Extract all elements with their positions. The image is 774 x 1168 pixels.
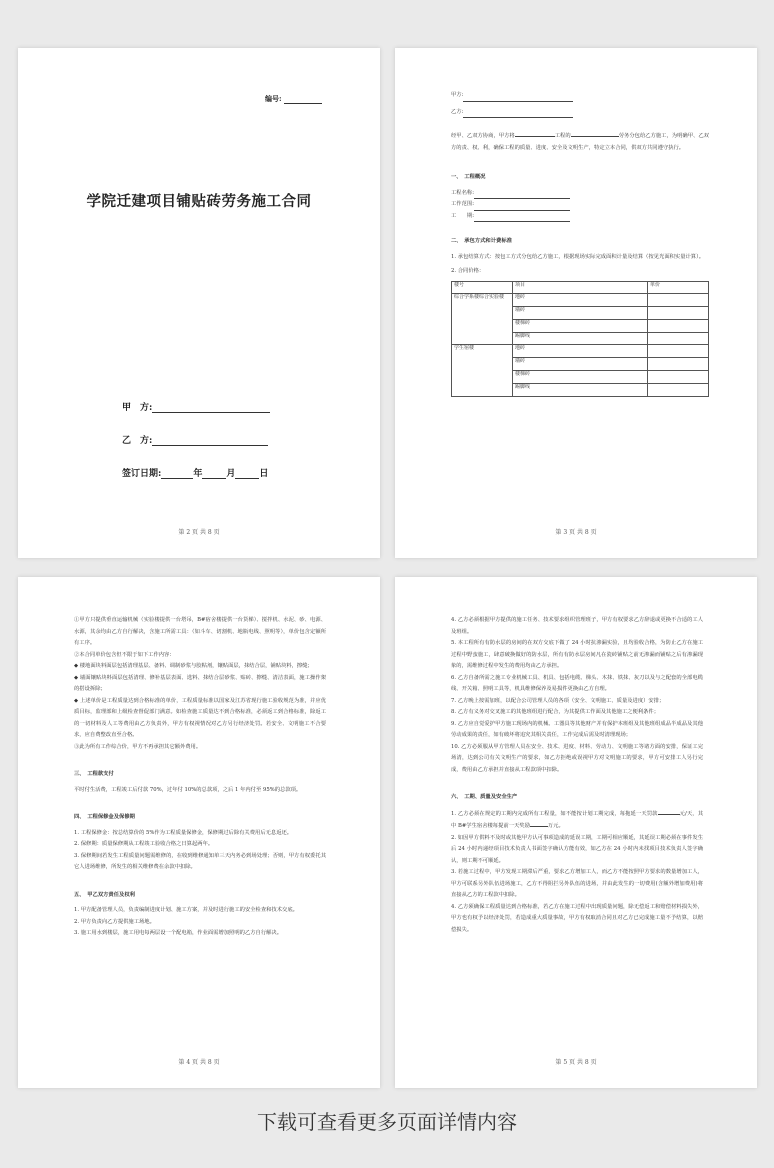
section-heading: 二、 承包方式和计费标准 [451,238,512,244]
section-heading: 五、 甲乙双方责任及权利 [74,891,135,898]
paragraph: 1. 甲方配备管理人员，负责编制进度计划、施工方案，并及时进行施工的安全检查和技术交底。 [74,907,298,913]
page-cover [18,48,380,558]
table-row: 楼梯砖 [452,319,709,332]
paragraph: ◆ 上述单价是工程质量达到合格标准的单价，工程质量标准以国家及江苏省现行施工验收规范为准，并应优质目标，监理部和上级检查督促部门满意。如检查施工质量达不到合格标准，必须返工到合格标准，除返工的一切材料及人工等费用由乙方负责外，甲方有权视情况对乙方另行经济处罚。若安全、文明施工不合要求，应自费整改直至合格。 [74,697,326,738]
page-footer: 第 5 页 共 8 页 [555,1059,597,1066]
paragraph: 3. 保修期间若发生工程质量问题需维修的，在收到维修通知单三天内务必到场处理；否则，甲方有权委托其它人进场维修，所发生的相关维修费在余款中扣除。 [74,852,326,870]
table-row: 楼号 项目 单价 [452,281,709,294]
page-title: 学院迁建项目铺贴砖劳务施工合同 [86,193,312,210]
table-row: 楼梯砖 [452,371,709,384]
paragraph: 1. 工程保修金：按总结算价的 5%作为工程质量保修金，保修期过后除有关费用后无息返还。 [74,829,293,836]
page-footer: 第 2 页 共 8 页 [178,529,220,536]
project-name-field: 工程名称: [451,188,709,200]
page-4 [18,577,380,1088]
paragraph: 1. 乙方必须在规定的工期内完成所有工程量，如不能按计划工期完成，每拖延一天罚款 元/天，其中 B#学生宿舍楼每提前一天奖励 万元。 [451,808,703,833]
paragraph: 5. 本工程所有有防水层的房间的在双方交底下做了 24 小时抗渗漏实验，且均验收合格，为防止乙方在施工过程中野蛮施工，肆意破换做好的防水层，所有有防水层房间凡在瓷砖铺贴之前无渗漏而铺贴之后有渗漏现象的，需维修过程中发生的费用均由乙方承担。 [451,640,703,669]
section-heading: 三、 工程款支付 [74,771,114,777]
paragraph: ②本合同单价包含但不限于如下工作内容： [74,651,175,658]
table-row: 墙砖 [452,307,709,320]
paragraph: 3. 施工用水到楼层，施工用电每两层设一个配电箱，作业面需增加照明的乙方自行解决。 [74,930,283,936]
intro-paragraph: 经甲、乙双方协商，甲方将 工程的 劳务分包给乙方施工，为明确甲、乙双方的责、权、利，确保工程的质量、进度、安全及文明生产，特定立本合同，供双方共同遵守执行。 [451,130,709,154]
paragraph: ③此为所有工作综合价，甲方不再承担其它额外费用。 [74,743,202,750]
table-row: 踢脚线 [452,383,709,396]
paragraph: 2. 如因甲方供料不及时或其他甲方认可事项造成的延误工期，工期可相应顺延，其延误工期必须在事件发生后 24 小时内递经项目技术负责人书面签字确认方能有效，如乙方在 24 小时内未找项目技术负责人签字确认，则工期不可顺延。 [451,834,703,864]
party-a-line: 甲 方: [122,400,270,413]
section-heading: 六、 工期、质量及安全生产 [451,794,518,800]
paragraph: 9. 乙方应自觉爱护甲方施工现场内的机械、工器具等其他财产并有保护本班组及其他班组成品半成品及其他劳动成果的责任，如有破坏将追究其相关责任，工作完成后需及时清理现场； [451,720,703,738]
table-row: 综合学系楼综合实验楼 地砖 [452,294,709,307]
price-table [451,281,709,397]
section-heading: 一、 工程概况 [451,174,486,180]
page-5 [395,577,757,1088]
paragraph: 7. 乙方晚上按需加班，以配合公司管理人员的各项（安全、文明施工、质量及进度）安排； [451,697,665,704]
paragraph: 2. 甲方负责向乙方提供施工场地。 [74,918,155,925]
paragraph: 8. 乙方有义务对交叉施工的其他班组进行配合，为其提供工作面及其他施工之便利条件； [451,709,660,715]
page-3 [395,48,757,558]
paragraph: 4. 乙方须确保工程质量达到合格标准，若乙方在施工过程中出现质量问题，除无偿返工和赔偿材料损失外，甲方也有权予以经济处罚，若造成重大质量事故，甲方有权取消合同且对乙方已完成施工量不予结算，以赔偿损失。 [451,903,703,933]
page-footer: 第 4 页 共 8 页 [178,1059,220,1066]
page-footer: 第 3 页 共 8 页 [555,529,597,536]
party-a-field: 甲方: [451,90,709,102]
project-period-field: 工 期: [451,211,709,223]
paragraph: 2. 合同价格： [451,268,485,274]
section-heading: 四、 工程保修金及保修期 [74,814,135,820]
sign-date-line: 签订日期: 年 月 日 [122,469,269,479]
table-row: 学生宿楼 地砖 [452,345,709,358]
contract-number: 编号: [265,94,322,104]
paragraph: ①甲方只提供垂直运输机械（实验楼提供一台塔吊，B#宿舍楼提供一台货梯）、搅拌机、水泥、砂、电源、水源，其余均由乙方自行解决，含施工所需工具：（如斗车、切割机、地瓶电线、照明等），单价包含定额所有工序。 [74,617,326,646]
number-underline [284,103,322,104]
project-scope-field: 工作范围: [451,199,709,211]
table-row: 踢脚线 [452,332,709,345]
paragraph: 1. 承包结算方式：按包工方式分包给乙方施工，根据现场实际完成面积计量及结算（按见光面积实量计算）。 [451,253,705,260]
table-row: 墙砖 [452,358,709,371]
paragraph: 10. 乙方必须服从甲方管理人员在安全、技术、进度、材料、劳动力、文明施工等诸方面的安排，保证工完场清，达到公司有关文明生产的要求，如乙方拒绝或误视甲方对文明施工的要求，甲方可安排工人另行完成，费用由乙方承担并直接从工程款项中扣除。 [451,743,703,773]
paragraph: 2. 保修期：质量保修期从工程竣工验收合格之日算起两年。 [74,841,214,847]
party-b-line: 乙 方: [122,433,268,446]
paragraph: 3. 若施工过程中，甲方发现工期滞后严重，要求乙方增加工人，而乙方不能按照甲方要求的数量增加工人，甲方可联系另外队伍进场施工，乙方不得阻拦另外队伍的进场，并由此发生的一切费用(含额外增加费用)将直接从乙方的工程款中扣除。 [451,869,703,898]
paragraph: ◆ 墙面镶贴块料面层包括清理、修补基层表面、选料、抹结合层砂浆、贴砖、擦缝、清洁表面，施工操作架的搭设拆除； [74,674,326,692]
paragraph: ◆ 楼地面块料面层包括清理基层、备料、调制砂浆与胶粘剂，镶贴面层，抹结合层，铺贴块料，擦缝； [74,663,313,669]
paragraph: 4. 乙方必须根据甲方提供的施工任务、技术要求组织管理班子，甲方有权要求乙方辞退或更换不合适的工人及班组。 [451,617,703,635]
paragraph: 平时付生活费，工程竣工后付款 70%，过年付 10%的总款项，之后 1 年内付至 95%的总款项。 [74,786,302,793]
download-caption: 下载可查看更多页面详情内容 [257,1110,517,1134]
paragraph: 6. 乙方自备所需之施工专业机械工具、机具、包括电缆、梯头、木抹、铁抹、灰刀以及与之配套的全部电缆线、开关箱、照明工具等，机具维修保养及易损件更换由乙方自理。 [451,674,703,692]
party-b-field: 乙方: [451,107,709,119]
